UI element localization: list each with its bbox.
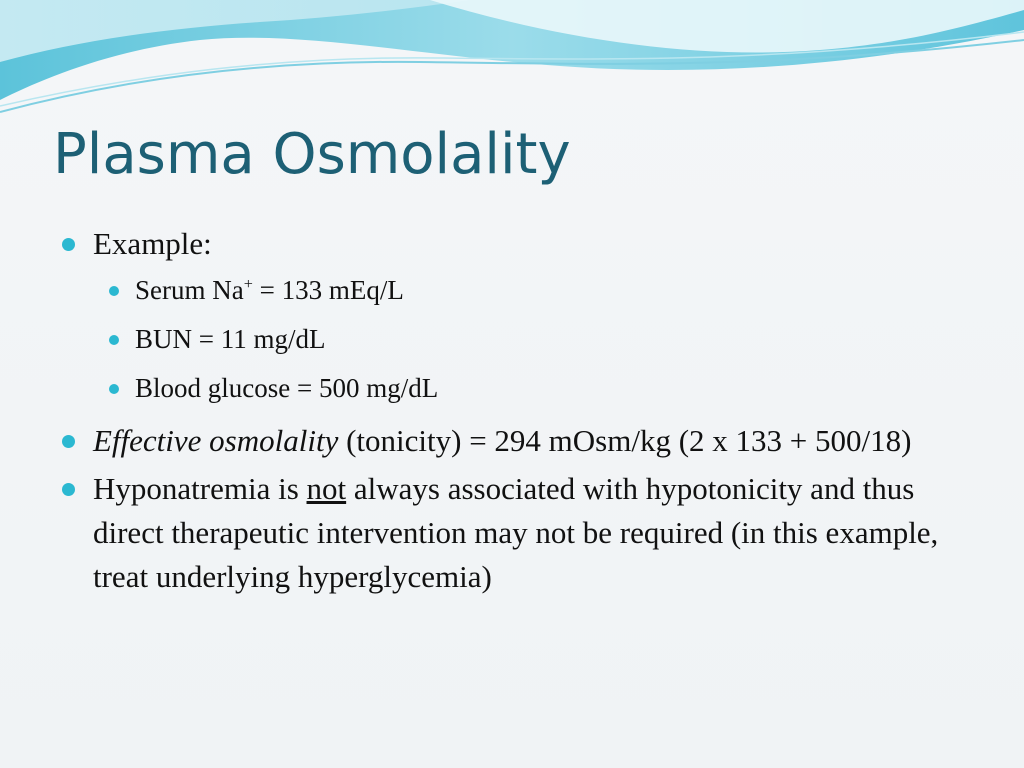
bullet-effective-osmolality: [62, 419, 962, 463]
bullet-text: (tonicity) = 294 mOsm/kg (2 x 133 + 500/18): [338, 423, 912, 458]
bullet-text: Hyponatremia is: [93, 471, 307, 506]
sub-bullet-serum-na: [62, 272, 962, 308]
sub-bullet-text: Serum Na: [135, 275, 244, 305]
bullet-text: always associated with hypotonicity and thus direct therapeutic intervention may not be required (in this example, treat underlying hyperglycemia): [93, 471, 939, 594]
sub-bullet-glucose: [62, 370, 962, 406]
sub-bullet-text: Blood glucose = 500 mg/dL: [135, 373, 439, 403]
underlined-word: not: [306, 471, 347, 506]
sub-bullet-list: [62, 272, 962, 406]
bullet-dot-icon: [109, 384, 119, 394]
bullet-dot-icon: [62, 238, 75, 251]
bullet-dot-icon: [109, 335, 119, 345]
sub-bullet-bun: [62, 321, 962, 357]
bullet-example: [62, 222, 962, 266]
bullet-dot-icon: [62, 435, 75, 448]
sub-bullet-text: = 133 mEq/L: [252, 275, 404, 305]
bullet-italic-term: Effective osmolality: [93, 423, 339, 458]
superscript: +: [243, 275, 253, 293]
header-wave-decoration: [0, 0, 1024, 130]
sub-bullet-text: BUN = 11 mg/dL: [135, 324, 326, 354]
bullet-dot-icon: [62, 483, 75, 496]
bullet-text: Example:: [93, 226, 212, 261]
slide-title: Plasma Osmolality: [53, 122, 571, 187]
bullet-hyponatremia: [62, 467, 962, 599]
slide-body: [62, 222, 962, 603]
bullet-dot-icon: [109, 286, 119, 296]
